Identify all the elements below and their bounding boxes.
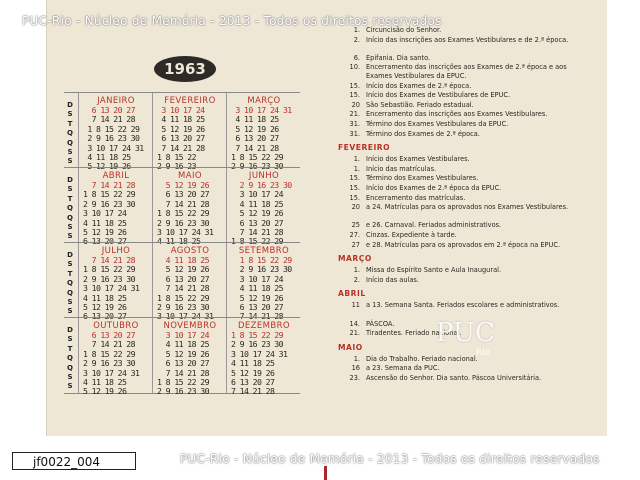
weekday-letters <box>64 176 76 242</box>
week-line: 2 9 16 23 30 <box>231 180 292 190</box>
week-line: 6 13 20 27 <box>231 217 283 228</box>
week-line: 6 13 20 27 <box>231 377 275 388</box>
weekday-letter: Q <box>67 288 73 297</box>
event-day: 15. <box>349 174 360 183</box>
weekday-letter: T <box>67 269 73 278</box>
week-line: 2 9 16 23 30 <box>231 264 292 275</box>
event-day: 20 <box>351 203 360 212</box>
week-line: 7 14 21 28 <box>157 198 209 209</box>
event-text: Tiradentes. Feriado nacional. <box>366 329 462 338</box>
event-day: 23. <box>349 374 360 382</box>
event-text: São Sebastião. Feriado estadual. <box>366 100 474 109</box>
event-item <box>338 174 578 183</box>
watermark-center-sub: Rio <box>476 348 491 358</box>
event-day: 6. <box>353 53 360 62</box>
event-text: Término dos Exames Vestibulares. <box>366 174 479 183</box>
event-day: 21. <box>349 329 360 338</box>
event-day: 10. <box>349 63 360 72</box>
month-name: MAIO <box>178 171 202 181</box>
event-text: Ascensão do Senhor. Dia santo. Páscoa Universitária. <box>366 374 542 382</box>
events-list <box>338 26 578 434</box>
week-line: 7 14 21 28 <box>157 283 209 294</box>
week-line: 6 13 20 27 <box>231 133 279 144</box>
red-marker <box>324 466 327 480</box>
event-text: Cinzas. Expediente à tarde. <box>366 231 457 239</box>
week-line: 1 8 15 22 29 <box>157 377 209 388</box>
event-day: 27 <box>351 240 360 249</box>
event-text: Início das inscrições aos Exames Vestibulares e de 2.ª época. <box>366 35 569 44</box>
week-line: 2 9 16 23 30 <box>231 161 283 172</box>
month-name: MARÇO <box>247 96 281 106</box>
calendar-quarter-row <box>64 92 300 172</box>
week-line: 1 8 15 22 29 <box>231 152 283 163</box>
week-line: 6 13 20 27 <box>83 311 127 322</box>
week-line: 5 12 19 26 <box>83 302 127 313</box>
calendar-quarter-row <box>64 167 300 247</box>
event-item <box>338 36 578 45</box>
week-line: 2 9 16 23 30 <box>83 273 135 284</box>
week-line: 7 14 21 28 <box>83 255 135 265</box>
month-days <box>227 106 301 172</box>
weekday-letter: S <box>67 260 73 269</box>
event-text: Término dos Exames de 2.ª época. <box>366 129 480 138</box>
weekday-letter: S <box>67 298 73 307</box>
week-line: 1 8 15 22 29 <box>157 208 209 219</box>
week-line: 7 14 21 28 <box>83 339 135 350</box>
event-day: 2. <box>353 35 360 44</box>
event-item <box>338 155 578 164</box>
weekday-letter: S <box>67 185 73 194</box>
month-name: NOVEMBRO <box>163 321 217 331</box>
week-line: 1 8 15 22 29 <box>83 348 135 359</box>
week-line: 5 12 19 26 <box>231 292 283 303</box>
month-block <box>226 318 301 397</box>
week-line: 6 13 20 27 <box>231 302 283 313</box>
event-day: 25 <box>351 221 360 230</box>
week-line: 2 9 16 23 30 <box>231 339 283 350</box>
event-text: e 28. Matrículas para os aprovados em 2.ª época na EPUC. <box>366 240 561 249</box>
event-item <box>338 231 578 240</box>
event-item <box>338 130 578 139</box>
week-line: 7 14 21 28 <box>231 311 283 322</box>
event-day: 1. <box>353 164 360 173</box>
event-item <box>338 120 578 129</box>
weekday-letter: Q <box>67 213 73 222</box>
week-line: 7 14 21 28 <box>83 114 135 125</box>
month-name: JANEIRO <box>97 96 135 106</box>
event-text: Início dos Exames de 2.ª época da EPUC. <box>366 184 502 192</box>
month-block <box>78 318 153 397</box>
event-day: 15. <box>349 193 360 202</box>
month-block <box>152 168 227 247</box>
event-day: 21. <box>349 110 360 119</box>
week-line: 6 13 20 27 <box>83 105 135 115</box>
month-name: JULHO <box>101 246 131 256</box>
event-text: Circuncisão do Senhor. <box>366 26 442 34</box>
week-line: 6 13 20 27 <box>157 358 209 369</box>
event-item <box>338 82 578 91</box>
calendar-grid <box>64 92 300 397</box>
week-line: 4 11 18 25 <box>231 198 283 209</box>
week-line: 4 11 18 25 <box>231 283 283 294</box>
event-item <box>338 194 578 203</box>
weekday-letter: T <box>67 119 73 128</box>
weekday-letter: D <box>67 251 73 259</box>
week-line: 1 8 15 22 29 <box>231 236 283 247</box>
weekday-letter: Q <box>67 204 73 213</box>
month-days <box>227 181 301 247</box>
event-item <box>338 54 578 63</box>
week-line: 3 10 17 24 31 <box>231 105 292 115</box>
event-text: Término dos Exames Vestibulares da EPUC. <box>366 120 509 128</box>
week-line: 1 8 15 22 29 <box>231 330 283 340</box>
week-line: 3 10 17 24 <box>231 273 283 284</box>
week-line: 3 10 17 24 <box>157 330 209 340</box>
event-text: a 24. Matrículas para os aprovados nos Exames Vestibulares. <box>366 203 569 212</box>
event-day: 1. <box>353 155 360 164</box>
weekday-letter: S <box>67 232 73 241</box>
week-line: 3 10 17 24 31 <box>83 367 140 378</box>
week-line: 3 10 17 24 <box>157 105 205 115</box>
month-days <box>153 256 227 322</box>
weekday-letter: D <box>67 176 73 184</box>
event-month-heading: MARÇO <box>338 254 372 264</box>
week-line: 1 8 15 22 29 <box>83 264 135 275</box>
week-line: 3 10 17 24 <box>83 208 127 219</box>
month-days <box>227 256 301 322</box>
weekday-letter: D <box>67 101 73 109</box>
week-line: 5 12 19 26 <box>157 123 205 134</box>
event-item <box>338 110 578 119</box>
year-badge: 1963 <box>154 56 216 82</box>
week-line: 1 8 15 22 29 <box>157 292 209 303</box>
week-line: 3 10 17 24 31 <box>157 227 214 238</box>
week-line: 2 9 16 23 30 <box>157 302 209 313</box>
weekday-letter: Q <box>67 138 73 147</box>
month-name: DEZEMBRO <box>237 321 291 331</box>
week-line: 4 11 18 25 <box>83 152 131 163</box>
event-day: 14. <box>349 319 360 328</box>
calendar-quarter-row <box>64 242 300 322</box>
weekday-letter: S <box>67 307 73 316</box>
week-line: 7 14 21 28 <box>157 367 209 378</box>
event-item <box>338 184 578 193</box>
weekday-letter: S <box>67 223 73 232</box>
week-line: 7 14 21 28 <box>157 142 205 153</box>
week-line: 5 12 19 26 <box>157 264 209 275</box>
week-line: 6 13 20 27 <box>157 273 209 284</box>
event-item <box>338 221 578 230</box>
event-item <box>338 241 578 250</box>
event-day: 20 <box>351 100 360 109</box>
week-line: 1 8 15 22 29 <box>83 189 135 200</box>
event-item <box>338 165 578 174</box>
month-block <box>78 243 153 322</box>
week-line: 4 11 18 25 <box>231 114 279 125</box>
month-block <box>152 318 227 397</box>
week-line: 4 11 18 25 <box>231 358 275 369</box>
week-line: 3 10 17 24 31 <box>83 142 144 153</box>
week-line: 4 11 18 25 <box>83 217 127 228</box>
week-line: 2 9 16 23 30 <box>83 198 135 209</box>
weekday-letter: D <box>67 326 73 334</box>
event-item <box>338 26 578 35</box>
week-line: 4 11 18 25 <box>83 377 127 388</box>
month-days <box>153 331 227 397</box>
watermark-center: PUC <box>436 318 495 348</box>
event-item <box>338 276 578 285</box>
event-item <box>338 364 578 373</box>
event-text: Início dos Exames de 2.ª época. <box>366 81 472 90</box>
event-month-heading: MAIO <box>338 342 363 352</box>
week-line: 4 11 18 25 <box>157 339 209 350</box>
week-line: 5 12 19 26 <box>157 348 209 359</box>
weekday-letters <box>64 101 76 167</box>
week-line: 1 8 15 22 <box>157 152 196 163</box>
week-line: 2 9 16 23 30 <box>83 133 140 144</box>
event-text: Encerramento das matrículas. <box>366 193 466 202</box>
event-item <box>338 374 578 383</box>
month-name: FEVEREIRO <box>164 96 216 106</box>
month-days <box>153 106 227 172</box>
weekday-letters <box>64 251 76 317</box>
event-month-heading: FEVEREIRO <box>338 143 391 153</box>
document-code: jf0022_004 <box>12 452 136 470</box>
calendar-quarter-row <box>64 317 300 397</box>
week-line: 6 13 20 27 <box>83 330 135 340</box>
event-day: 11 <box>351 301 360 310</box>
event-text: e 26. Carnaval. Feriados administrativos. <box>366 221 502 230</box>
week-line: 6 13 20 27 <box>83 236 127 247</box>
week-line: 2 9 16 23 <box>157 161 196 172</box>
weekday-letter: S <box>67 335 73 344</box>
event-text: Missa do Espírito Santo e Aula Inaugural. <box>366 266 502 275</box>
week-line: 7 14 21 28 <box>231 142 279 153</box>
weekday-letter: S <box>67 373 73 382</box>
event-text: PÁSCOA. <box>366 319 395 328</box>
week-line: 1 8 15 22 29 <box>83 123 140 134</box>
month-block <box>78 93 153 172</box>
week-line: 5 12 19 26 <box>231 367 275 378</box>
month-block <box>152 243 227 322</box>
event-text: Encerramento das inscrições aos Exames Vestibulares. <box>366 110 548 119</box>
week-line: 5 12 19 26 <box>231 123 279 134</box>
week-line: 5 12 19 26 <box>83 161 131 172</box>
week-line: 6 13 20 27 <box>157 189 209 200</box>
month-days <box>79 331 153 397</box>
month-days <box>153 181 227 247</box>
event-day: 31. <box>349 120 360 128</box>
event-item <box>338 101 578 110</box>
week-line: 2 9 16 23 30 <box>157 217 209 228</box>
month-days <box>79 106 153 172</box>
week-line: 7 14 21 28 <box>83 180 135 190</box>
week-line: 5 12 19 26 <box>157 180 209 190</box>
weekday-letter: T <box>67 194 73 203</box>
event-text: a 23. Semana da PUC. <box>366 364 440 373</box>
weekday-letter: S <box>67 157 73 166</box>
weekday-letter: Q <box>67 279 73 288</box>
week-line: 3 10 17 24 <box>231 189 283 200</box>
week-line: 5 12 19 26 <box>83 386 127 397</box>
month-block <box>226 93 301 172</box>
week-line: 2 9 16 23 30 <box>157 386 209 397</box>
event-text: Início dos Exames Vestibulares. <box>366 155 470 164</box>
event-day: 15. <box>349 184 360 192</box>
week-line: 4 11 18 25 <box>157 114 205 125</box>
event-text: Início das aulas. <box>366 275 419 284</box>
event-day: 1. <box>353 266 360 275</box>
event-day: 2. <box>353 275 360 284</box>
week-line: 7 14 21 28 <box>231 227 283 238</box>
weekday-letters <box>64 326 76 392</box>
event-day: 16 <box>351 364 360 373</box>
month-days <box>79 256 153 322</box>
event-text: Dia do Trabalho. Feriado nacional. <box>366 354 478 363</box>
event-item <box>338 355 578 364</box>
month-block <box>152 93 227 172</box>
event-item <box>338 63 578 80</box>
month-block <box>78 168 153 247</box>
event-day: 15. <box>349 91 360 100</box>
weekday-letter: T <box>67 344 73 353</box>
weekday-letter: Q <box>67 354 73 363</box>
week-line: 4 11 18 25 <box>157 255 209 265</box>
event-item <box>338 301 578 310</box>
event-text: a 13. Semana Santa. Feriados escolares e administrativos. <box>366 301 560 310</box>
watermark-bottom: PUC-Rio - Núcleo de Memória - 2013 - Todos os direitos reservados <box>180 452 600 466</box>
week-line: 4 11 18 25 <box>83 292 127 303</box>
event-item <box>338 266 578 275</box>
month-block <box>226 168 301 247</box>
event-month-heading: ABRIL <box>338 289 366 299</box>
week-line: 2 9 16 23 30 <box>83 358 135 369</box>
event-day: 31. <box>349 129 360 138</box>
weekday-letter: S <box>67 148 73 157</box>
month-name: ABRIL <box>102 171 130 181</box>
month-name: AGOSTO <box>170 246 210 256</box>
week-line: 7 14 21 28 <box>231 386 275 397</box>
event-item <box>338 91 578 100</box>
weekday-letter: Q <box>67 129 73 138</box>
event-text: Início das matrículas. <box>366 164 437 173</box>
weekday-letter: S <box>67 382 73 391</box>
month-block <box>226 243 301 322</box>
event-text: Início dos Exames de Vestibulares de EPUC. <box>366 91 511 100</box>
event-day: 15. <box>349 81 360 90</box>
week-line: 1 8 15 22 29 <box>231 255 292 265</box>
weekday-letter: Q <box>67 363 73 372</box>
week-line: 6 13 20 27 <box>157 133 205 144</box>
event-day: 27. <box>349 231 360 239</box>
event-text: Epifania. Dia santo. <box>366 53 431 62</box>
week-line: 5 12 19 26 <box>83 227 127 238</box>
month-name: OUTUBRO <box>93 321 139 331</box>
week-line: 3 10 17 24 31 <box>231 348 288 359</box>
week-line: 4 11 18 25 <box>157 236 201 247</box>
month-days <box>227 331 301 397</box>
week-line: 3 10 17 24 31 <box>83 283 140 294</box>
event-day: 1. <box>353 26 360 34</box>
event-item <box>338 203 578 212</box>
month-days <box>79 181 153 247</box>
month-name: SETEMBRO <box>238 246 290 256</box>
month-name: JUNHO <box>248 171 280 181</box>
event-text: Encerramento das inscrições aos Exames de 2.ª época e aos Exames Vestibulares da EPUC. <box>366 63 567 80</box>
event-day: 1. <box>353 354 360 363</box>
weekday-letter: S <box>67 110 73 119</box>
watermark-top: PUC-Rio - Núcleo de Memória - 2013 - Todos os direitos reservados <box>22 14 442 28</box>
week-line: 5 12 19 26 <box>231 208 283 219</box>
week-line: 3 10 17 24 31 <box>157 311 214 322</box>
